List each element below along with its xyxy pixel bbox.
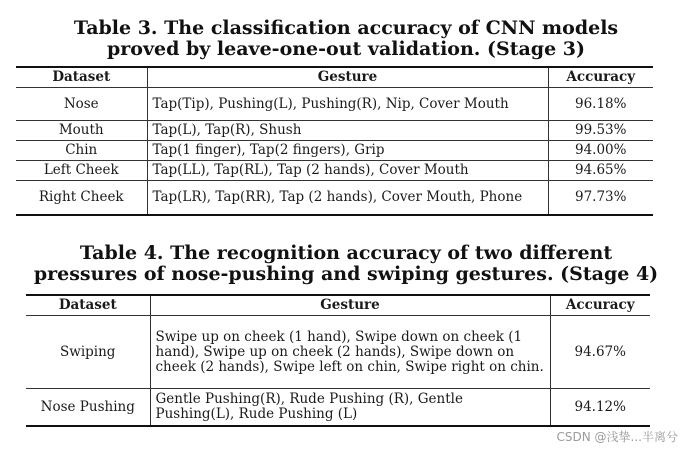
- dataset-cell: Nose Pushing: [26, 389, 150, 427]
- column-header-gesture: Gesture: [150, 295, 550, 316]
- dataset-cell: Nose: [16, 88, 147, 121]
- table-row: [26, 316, 650, 389]
- column-header-accuracy: Accuracy: [550, 295, 650, 316]
- watermark: CSDN @浅挚...半离兮: [556, 430, 678, 444]
- accuracy-cell: 94.65%: [548, 161, 653, 181]
- dataset-cell: Mouth: [16, 121, 147, 141]
- gesture-cell: Gentle Pushing(R), Rude Pushing (R), Gentle Pushing(L), Rude Pushing (L): [150, 389, 550, 427]
- dataset-cell: Right Cheek: [16, 181, 147, 216]
- table-4-caption: [0, 243, 692, 285]
- column-header-gesture: Gesture: [147, 67, 548, 88]
- table-3-caption: [0, 18, 692, 60]
- table-4-caption-line-1: Table 4. The recognition accuracy of two different: [79, 242, 613, 264]
- column-header-dataset: Dataset: [26, 295, 150, 316]
- dataset-cell: Left Cheek: [16, 161, 147, 181]
- table-4-caption-line-2: pressures of nose-pushing and swiping gestures. (Stage 4): [33, 263, 659, 285]
- dataset-cell: Swiping: [26, 316, 150, 389]
- column-header-dataset: Dataset: [16, 67, 147, 88]
- accuracy-cell: 94.00%: [548, 141, 653, 161]
- table-3-caption-line-2: proved by leave-one-out validation. (Stage 3): [107, 38, 585, 60]
- accuracy-cell: 96.18%: [548, 88, 653, 121]
- gesture-cell: Tap(LL), Tap(RL), Tap (2 hands), Cover Mouth: [147, 161, 548, 181]
- gesture-cell: Tap(1 finger), Tap(2 fingers), Grip: [147, 141, 548, 161]
- accuracy-cell: 94.12%: [550, 389, 650, 427]
- gesture-cell: Tap(Tip), Pushing(L), Pushing(R), Nip, Cover Mouth: [147, 88, 548, 121]
- table-4: [26, 294, 650, 427]
- accuracy-cell: 99.53%: [548, 121, 653, 141]
- dataset-cell: Chin: [16, 141, 147, 161]
- gesture-cell: Tap(LR), Tap(RR), Tap (2 hands), Cover Mouth, Phone: [147, 181, 548, 216]
- table-row: [16, 121, 653, 141]
- table-3-caption-line-1: Table 3. The classification accuracy of CNN models: [73, 17, 619, 39]
- accuracy-cell: 94.67%: [550, 316, 650, 389]
- gesture-cell: Swipe up on cheek (1 hand), Swipe down on cheek (1 hand), Swipe up on cheek (2 hands), Swipe down on cheek (2 hands), Swipe left on chin, Swipe right on chin.: [150, 316, 550, 389]
- table-3: [16, 66, 653, 216]
- table-header-row: [16, 67, 653, 88]
- table-row: [26, 389, 650, 427]
- accuracy-cell: 97.73%: [548, 181, 653, 216]
- table-row: [16, 161, 653, 181]
- gesture-cell: Tap(L), Tap(R), Shush: [147, 121, 548, 141]
- table-row: [16, 88, 653, 121]
- table-row: [16, 181, 653, 216]
- table-row: [16, 141, 653, 161]
- table-header-row: [26, 295, 650, 316]
- column-header-accuracy: Accuracy: [548, 67, 653, 88]
